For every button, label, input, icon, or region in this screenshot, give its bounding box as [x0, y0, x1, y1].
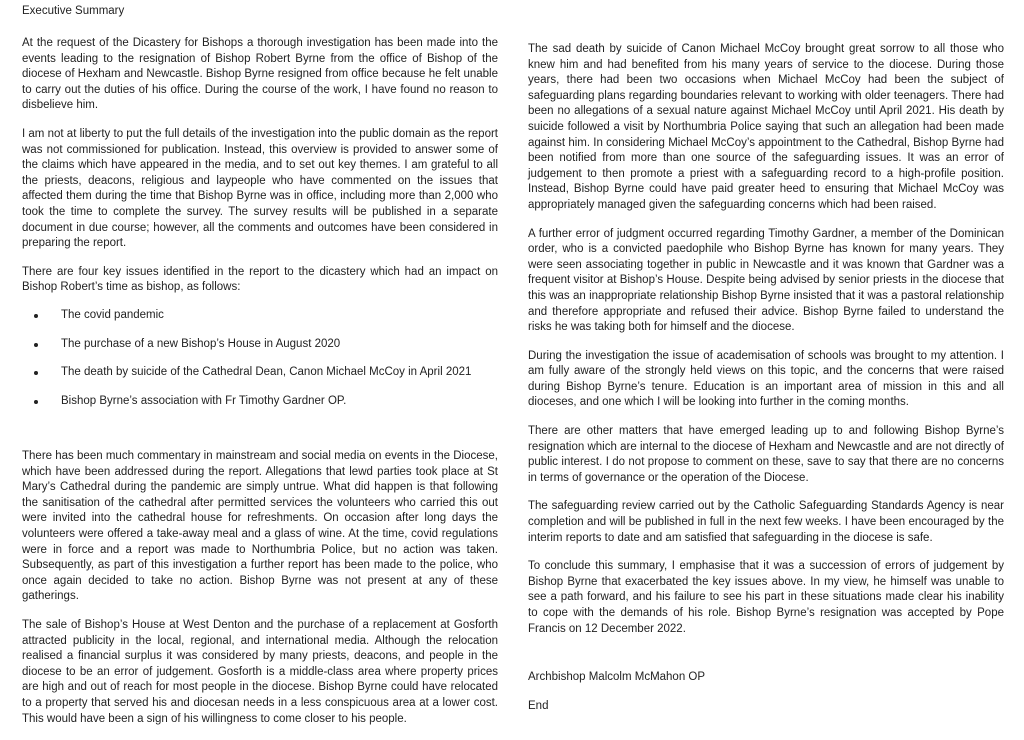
intro-paragraph: At the request of the Dicastery for Bishops a thorough investigation has been made into the events leading to the resignation of Bishop Robert Byrne from the office of Bishop of the diocese of Hexham and Newcastle. Bishop Byrne resigned from office because he felt unable to carry out the duties of his office. During the course of the work, I have found no reason to disbelieve him. [22, 37, 498, 112]
gardner-paragraph: A further error of judgment occurred regarding Timothy Gardner, a member of the Dominican order, who is a convicted paedophile who Bishop Byrne has known for many years. They were seen associating together in public in Newcastle and it was known that Gardner was a frequent visitor at Bishop’s House. Despite being advised by senior priests in the diocese that this was an inappropriate relationship Bishop Byrne insisted that it was a pastoral relationship and therefore appropriate and refused their advice. Bishop Byrne failed to understand the risks he was taking both for himself and the diocese. [528, 227, 1004, 334]
safeguarding-review-paragraph: The safeguarding review carried out by the Catholic Safeguarding Standards Agency is near completion and will be published in full in the next few weeks. I have been encouraged by the interim reports to date and am satisfied that safeguarding in the diocese is safe. [528, 500, 1004, 544]
list-item-text: Bishop Byrne’s association with Fr Timothy Gardner OP. [61, 395, 347, 408]
list-item [22, 337, 498, 353]
publication-paragraph: I am not at liberty to put the full details of the investigation into the public domain as the report was not commissioned for publication. Instead, this overview is provided to answer some of the claims which have appeared in the media, and to set out key themes. I am grateful to all the priests, deacons, religious and laypeople who have commented on the issues that affected them during the time that Bishop Byrne was in office, including more than 2,000 who took the time to complete the survey. The survey results will be published in a separate document in due course; however, all the comments and outcomes have been considered in preparing the report. [22, 127, 498, 250]
bullet-icon [34, 400, 38, 404]
other-matters-paragraph: There are other matters that have emerged leading up to and following Bishop Byrne’s resignation which are internal to the diocese of Hexham and Newcastle and are not directly of public interest. I do not propose to comment on these, save to say that there are no concerns in terms of governance or the operation of the Diocese. [528, 425, 1004, 484]
bullet-icon [34, 371, 38, 375]
right-column [528, 42, 1004, 727]
bishops-house-paragraph: The sale of Bishop’s House at West Denton and the purchase of a replacement at Gosforth attracted publicity in the local, regional, and international media. Although the relocation realised a financial surplus it was considered by many priests, deacons, and people in the diocese to be an error of judgement. Gosforth is a middle-class area where property prices are high and out of reach for most people in the diocese. Bishop Byrne could have relocated to a property that served his and diocesan needs in a less conspicuous area at a lower cost. This would have been a sign of his willingness to come closer to his people. [22, 618, 498, 725]
list-item [22, 365, 498, 381]
list-item-text: The purchase of a new Bishop’s House in August 2020 [61, 337, 341, 350]
left-column [22, 36, 498, 740]
signature: Archbishop Malcolm McMahon OP [528, 671, 706, 684]
list-item [22, 394, 498, 410]
bullet-icon [34, 314, 38, 318]
list-item [22, 308, 498, 324]
end-label: End [528, 699, 549, 712]
list-item-text: The covid pandemic [61, 308, 164, 321]
media-commentary-paragraph: There has been much commentary in mainstream and social media on events in the Diocese, which have been addressed during the report. Allegations that lewd parties took place at St Mary’s Cathedral during the pandemic are simply untrue. What did happen is that following the sanitisation of the cathedral after permitted services the volunteers who carried this out were invited into the cathedral house for refreshments. On occasion after long days the volunteers were offered a take-away meal and a glass of wine. At the time, covid regulations were in force and a report was made to Northumbria Police, but no action was taken. Subsequently, as part of this investigation a further report has been made to the police, who once again decided to take no action. Bishop Byrne was not present at any of these gatherings. [22, 450, 498, 603]
key-issues-list [22, 308, 498, 410]
academisation-paragraph: During the investigation the issue of academisation of schools was brought to my attention. I am fully aware of the strongly held views on this topic, and the concerns that were raised during Bishop Byrne’s tenure. Education is an important area of mission in this and all dioceses, and one which I will be looking into further in the coming months. [528, 349, 1004, 409]
page-title: Executive Summary [22, 5, 125, 17]
bullet-icon [34, 343, 38, 347]
list-item-text: The death by suicide of the Cathedral Dean, Canon Michael McCoy in April 2021 [61, 366, 472, 379]
key-issues-paragraph: There are four key issues identified in the report to the dicastery which had an impact on Bishop Robert’s time as bishop, as follows: [22, 265, 498, 294]
mccoy-paragraph: The sad death by suicide of Canon Michael McCoy brought great sorrow to all those who knew him and had benefited from his many years of service to the diocese. During those years, there had been two occasions when Michael McCoy had been the subject of safeguarding plans regarding boundaries relevant to working with older teenagers. There had been no allegations of a sexual nature against Michael McCoy until April 2021. His death by suicide followed a visit by Northumbria Police saying that such an allegation had been made against him. In considering Michael McCoy’s appointment to the Cathedral, Bishop Byrne had been notified from more than one source of the safeguarding issues. It was an error of judgement to then promote a priest with a safeguarding record to a high-profile position. Instead, Bishop Byrne could have paid greater heed to ensuring that Michael McCoy was appropriately managed given the safeguarding concerns which had been raised. [528, 43, 1004, 211]
conclusion-paragraph: To conclude this summary, I emphasise that it was a succession of errors of judgement by Bishop Byrne that exacerbated the key issues above. In my view, he himself was unable to see a path forward, and his failure to see his part in these situations made clear his inability to cope with the demands of his role. Bishop Byrne’s resignation was accepted by Pope Francis on 12 December 2022. [528, 560, 1004, 635]
